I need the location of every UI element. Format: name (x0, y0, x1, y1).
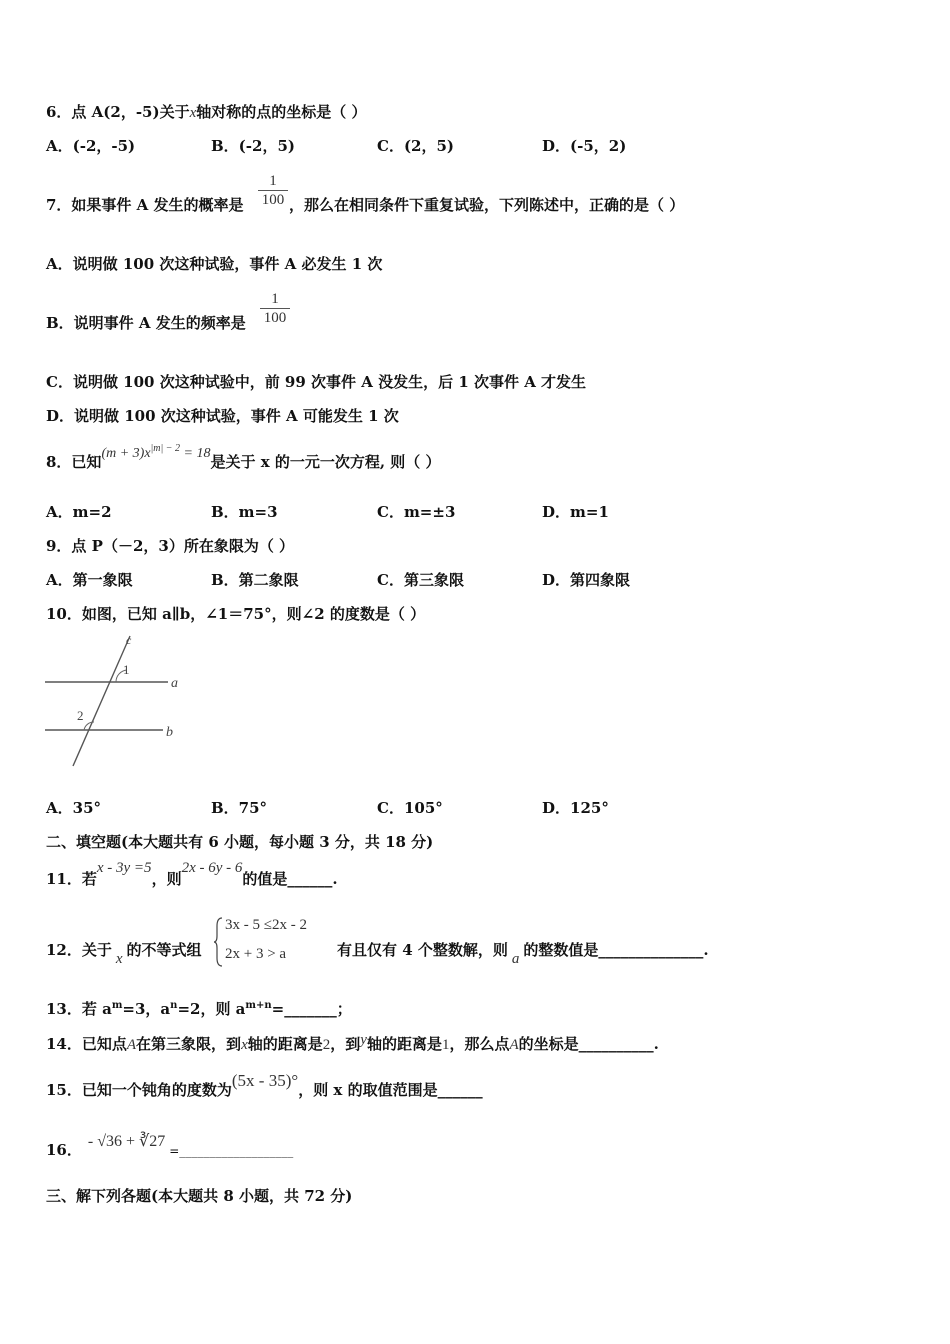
q7-option-c: C．说明做 100 次这种试验中，前 99 次事件 A 没发生，后 1 次事件 A 才发生 (46, 373, 587, 391)
q11-eq1: x - 3y =5 (96, 860, 152, 876)
q9-option-a: A．第一象限 (46, 571, 133, 589)
q6-option-d: D．(-5，2) (542, 137, 627, 155)
q13-stem: 13．若 $a^m=3$，$a^n=2$，则 $a^{m+n}=\_\_\_\_\_\_\_$； (46, 1000, 352, 1018)
q7-option-d: D．说明做 100 次这种试验，事件 A 可能发生 1 次 (46, 407, 399, 425)
q6-stem: 6．点 A(2，-5)关于x轴对称的点的坐标是（ ） (46, 103, 367, 121)
q12-stem-b: 有且仅有 4 个整数解，则 a 的整数值是______________. (337, 941, 709, 967)
q16-stem: 16． - √36 + ∛27=___________________ (46, 1133, 294, 1159)
label-a: a (171, 676, 178, 691)
label-angle-2: 2 (77, 708, 84, 723)
q10-stem: 10．如图，已知 a∥b，∠1＝75°，则∠2 的度数是（ ） (46, 605, 426, 623)
section-2-heading: 二、填空题(本大题共有 6 小题，每小题 3 分，共 18 分) (46, 833, 434, 851)
q12-inequality-2: 2x + 3 > a (225, 946, 287, 962)
q8-option-a: A．m=2 (46, 503, 112, 521)
q16-expression: - √36 + ∛27 (87, 1133, 166, 1150)
q7-option-b-fraction: 1 100 (260, 290, 290, 327)
q8-option-d: D．m=1 (542, 503, 609, 521)
parallel-lines-figure (40, 630, 190, 775)
q12-stem-a: 12．关于 x 的不等式组 (46, 941, 202, 967)
q15-stem: 15．已知一个钝角的度数为(5x - 35)°，则 x 的取值范围是______ (46, 1071, 483, 1099)
q11-stem: 11．若x - 3y =5，则2x - 6y - 6的值是______. (46, 860, 338, 888)
label-b: b (166, 725, 173, 740)
q9-stem: 9．点 P（－2，3）所在象限为（ ） (46, 537, 295, 555)
q7-option-a: A．说明做 100 次这种试验，事件 A 必发生 1 次 (46, 255, 383, 273)
q7-stem-b: ，那么在相同条件下重复试验，下列陈述中，正确的是（ ） (289, 196, 685, 214)
q6-option-a: A．(-2，-5) (46, 137, 136, 155)
q6-option-b: B．(-2，5) (211, 137, 295, 155)
q8-stem: 8．已知$(m + 3)x^{|m| - 2} = 18$是关于 x 的一元一次方程, 则（ ） (46, 443, 441, 471)
q8-option-c: C．m=±3 (377, 503, 456, 521)
q10-option-b: B．75° (211, 799, 268, 817)
q7-fraction: 1 100 (258, 172, 288, 209)
line-c (73, 636, 130, 766)
inequality-brace (214, 916, 224, 968)
q12-inequality-1: 3x - 5 ≤2x - 2 (225, 917, 307, 933)
q7-stem-a: 7．如果事件 A 发生的概率是 (46, 196, 244, 214)
q9-option-c: C．第三象限 (377, 571, 464, 589)
q9-option-b: B．第二象限 (211, 571, 299, 589)
label-c: c (126, 633, 132, 647)
q10-option-c: C．105° (377, 799, 443, 817)
q8-equation: $(m + 3)x^{|m| - 2} = 18$ (101, 443, 211, 461)
q10-option-a: A．35° (46, 799, 102, 817)
q7-option-b: B．说明事件 A 发生的频率是 (46, 314, 246, 332)
q14-stem: 14．已知点A在第三象限，到x轴的距离是2，到y轴的距离是1，那么点A的坐标是__________. (46, 1032, 659, 1053)
label-angle-1: 1 (123, 662, 130, 677)
q15-expression: (5x - 35)° (231, 1071, 299, 1090)
q6-option-c: C．(2，5) (377, 137, 455, 155)
q9-option-d: D．第四象限 (542, 571, 631, 589)
q8-option-b: B．m=3 (211, 503, 278, 521)
q10-option-d: D．125° (542, 799, 609, 817)
q11-eq2: 2x - 6y - 6 (181, 860, 243, 876)
section-3-heading: 三、解下列各题(本大题共 8 小题，共 72 分) (46, 1187, 353, 1205)
